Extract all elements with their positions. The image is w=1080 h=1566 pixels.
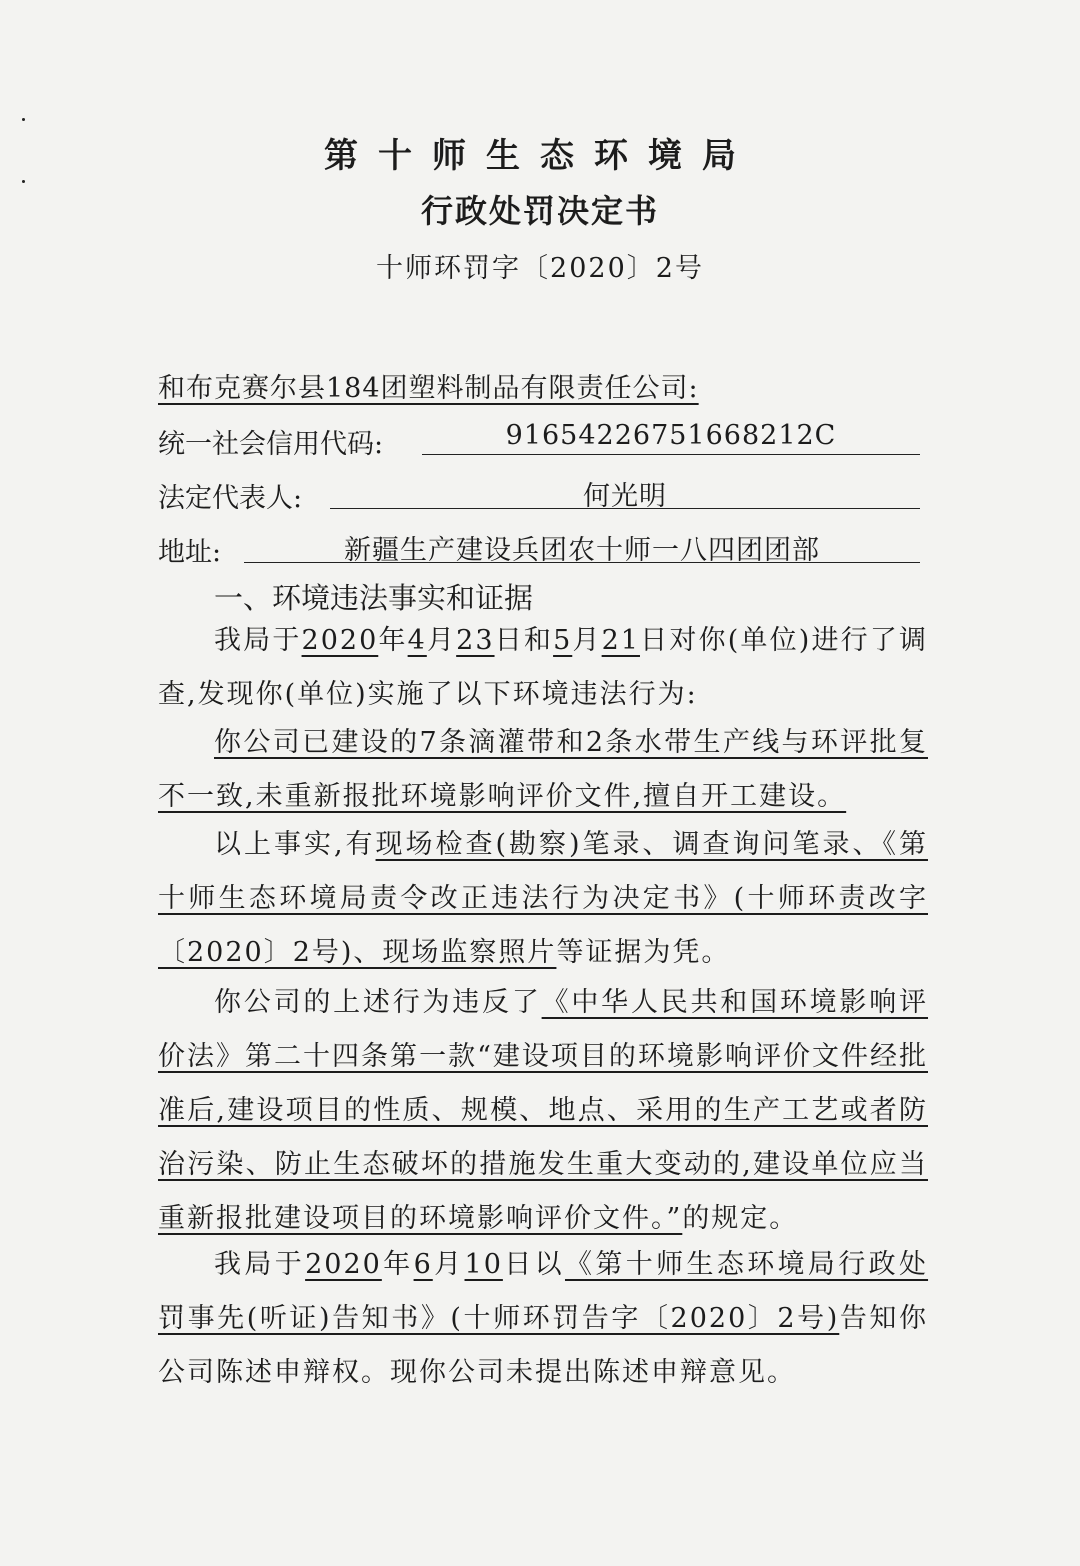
- text: 日和: [494, 625, 554, 656]
- text: 年: [378, 625, 408, 656]
- year: 2020: [301, 625, 379, 656]
- month: 4: [407, 625, 427, 656]
- evidence-list: 现场检查(勘察)笔录、调查询问笔录、《第十师生态环境局责令改正违法行为决定书》(十师环责改字〔2020〕2号)、现场监察照片: [158, 829, 928, 968]
- violation-text: 你公司已建设的7条滴灌带和2条水带生产线与环评批复不一致,未重新报批环境影响评价文件,擅自开工建设。: [158, 727, 928, 812]
- binding-mark: [22, 180, 25, 183]
- section-heading: 一、环境违法事实和证据: [214, 581, 534, 615]
- text: 月: [572, 625, 602, 656]
- address-value: 新疆生产建设兵团农十师一八四团团部: [244, 528, 920, 563]
- paragraph-investigation: [158, 614, 928, 722]
- company-name: 和布克赛尔县184团塑料制品有限责任公司:: [158, 373, 699, 404]
- paragraph-law: [158, 976, 928, 1246]
- legal-rep-label: 法定代表人:: [158, 483, 303, 514]
- text: 的规定。: [682, 1203, 799, 1234]
- text: 年: [381, 1249, 414, 1280]
- text: 月: [432, 1249, 465, 1280]
- document-number: 十师环罚字〔2020〕2号: [376, 253, 704, 284]
- credit-code-value: 91654226751668212C: [422, 420, 920, 455]
- text: 等证据为凭。: [556, 937, 731, 968]
- day: 21: [601, 625, 640, 656]
- day: 23: [456, 625, 495, 656]
- paragraph-violation: [158, 716, 928, 824]
- text: 以上事实,有: [214, 829, 376, 860]
- month: 6: [413, 1249, 433, 1280]
- text: 你公司的上述行为违反了: [214, 987, 542, 1018]
- agency-title: 第十师生态环境局: [324, 136, 756, 176]
- binding-mark: [22, 118, 25, 121]
- paragraph-notice: [158, 1238, 928, 1400]
- text: 月: [426, 625, 457, 656]
- text: 我局于: [214, 625, 302, 656]
- year: 2020: [305, 1249, 382, 1280]
- notice-document: 《第十师生态环境局行政处罚事先(听证)告知书》(十师环罚告字〔2020〕2号): [158, 1249, 929, 1334]
- law-citation: 《中华人民共和国环境影响评价法》第二十四条第一款“建设项目的环境影响评价文件经批准后,建设项目的性质、规模、地点、采用的生产工艺或者防治污染、防止生态破坏的措施发生重大变动的,建设单位应当重新报批建设项目的环境影响评价文件。”: [158, 987, 929, 1234]
- text: 日对你(单位)进行了调查,发现你(单位)实施了以下环境违法行为:: [158, 625, 929, 710]
- text: 告知你公司陈述申辩权。现你公司未提出陈述申辩意见。: [158, 1303, 929, 1388]
- document-type-title: 行政处罚决定书: [420, 192, 659, 230]
- credit-code-label: 统一社会信用代码:: [158, 429, 384, 460]
- day: 10: [464, 1249, 503, 1280]
- month: 5: [553, 625, 573, 656]
- text: 日以: [502, 1249, 565, 1280]
- paragraph-evidence: [158, 818, 928, 980]
- legal-rep-value: 何光明: [330, 474, 920, 509]
- address-label: 地址:: [158, 537, 222, 568]
- text: 我局于: [214, 1249, 306, 1280]
